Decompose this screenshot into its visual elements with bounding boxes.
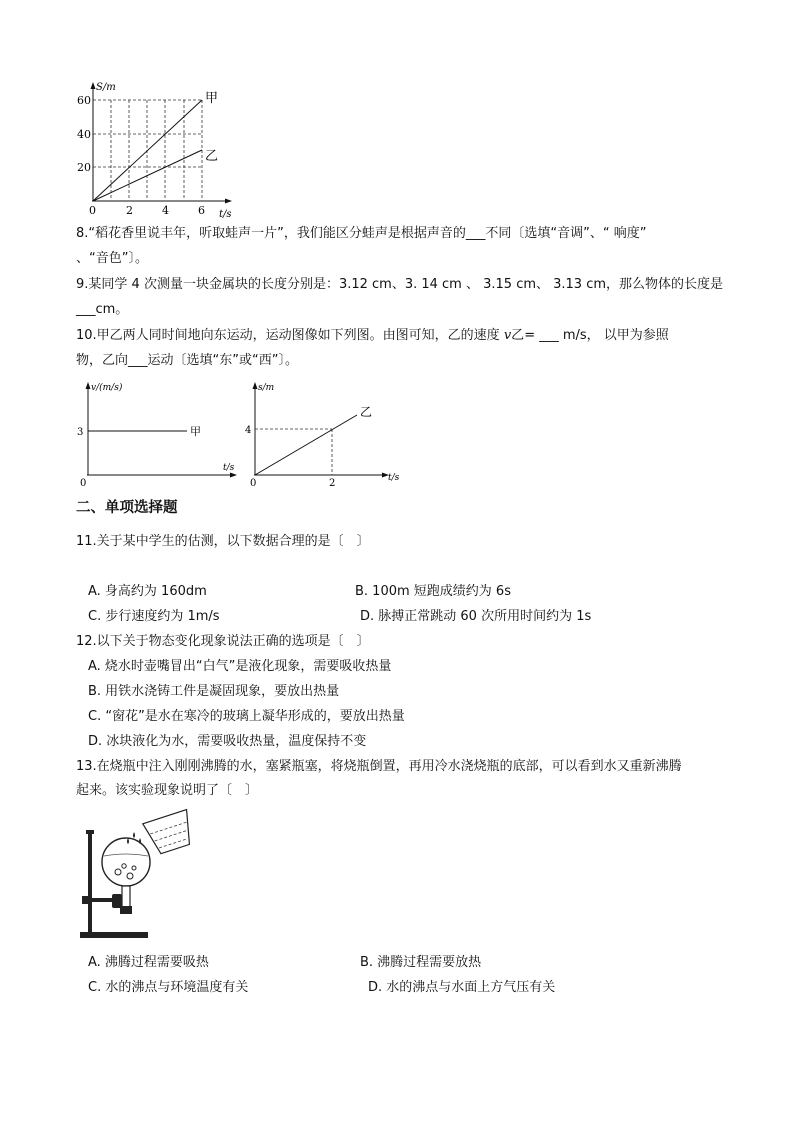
q8-line1: 8.“稻花香里说丰年，听取蛙声一片”，我们能区分蛙声是根据声音的___不同〔选填“音调”、“ 响度”	[76, 226, 647, 241]
y-axis-label: S/m	[96, 82, 116, 93]
origin: 0	[250, 478, 257, 488]
x-axis-label: t/s	[388, 473, 400, 483]
y-axis-label: s/m	[258, 383, 275, 393]
q8-line2: 、“音色”〕。	[76, 251, 148, 266]
origin: 0	[80, 478, 87, 488]
x-axis-arrow	[230, 473, 237, 478]
flask-apparatus-figure	[74, 806, 224, 946]
q12-stem: 12.以下关于物态变化现象说法正确的选项是〔 〕	[76, 634, 370, 649]
q13-line2: 起来。该实验现象说明了〔 〕	[76, 783, 259, 798]
y-axis-arrow	[91, 82, 96, 89]
stand-pole	[88, 832, 92, 932]
stand-base	[80, 932, 148, 938]
q9-line2: ___cm。	[76, 302, 129, 317]
q12-option-d[interactable]: D. 冰块液化为水，需要吸收热量，温度保持不变	[88, 734, 367, 749]
line-yi-label: 乙	[360, 405, 373, 419]
q12-option-c[interactable]: C. “窗花”是水在寒冷的玻璃上凝华形成的，要放出热量	[88, 709, 405, 724]
q12-option-a[interactable]: A. 烧水时壶嘴冒出“白气”是液化现象，需要吸收热量	[88, 659, 392, 674]
v-symbol: v	[503, 328, 512, 343]
section-title: 二、单项选择题	[76, 500, 178, 516]
y-tick-3: 3	[77, 427, 84, 438]
y-tick-4: 4	[245, 425, 252, 436]
y-tick-60: 60	[77, 94, 91, 107]
line-yi	[255, 415, 357, 475]
q11-option-c[interactable]: C. 步行速度约为 1m/s	[88, 609, 220, 624]
q10-line1-tail: = ___ m/s， 以甲为参照	[524, 328, 669, 343]
flask-neck	[122, 886, 130, 908]
q13-option-a[interactable]: A. 沸腾过程需要吸热	[88, 955, 209, 970]
line-jia-label: 甲	[190, 425, 201, 438]
st-graph-yi	[245, 378, 410, 488]
q11-option-a[interactable]: A. 身高约为 160dm	[88, 584, 207, 599]
q9-line1: 9.某同学 4 次测量一块金属块的长度分别是：3.12 cm、3. 14 cm 、 3.15 cm、 3.13 cm，那么物体的长度是	[76, 277, 724, 292]
x-axis-arrow	[225, 199, 232, 204]
q13-line1: 13.在烧瓶中注入刚刚沸腾的水，塞紧瓶塞，将烧瓶倒置，再用冷水浇烧瓶的底部，可以看到水又重新沸腾	[76, 759, 682, 774]
line-yi-label: 乙	[205, 149, 219, 164]
st-graph-jia-yi	[70, 80, 240, 220]
q13-option-c[interactable]: C. 水的沸点与环境温度有关	[88, 980, 249, 995]
q10-line2: 物，乙向___运动〔选填“东”或“西”〕。	[76, 353, 298, 368]
beaker	[143, 810, 197, 857]
q10-line1-text: 10.甲乙两人同时间地向东运动，运动图像如下列图。由图可知，乙的速度	[76, 328, 504, 343]
flask-body	[102, 838, 150, 886]
q11-stem: 11.关于某中学生的估测，以下数据合理的是〔 〕	[76, 534, 370, 549]
x-tick-4: 4	[162, 204, 169, 217]
y-axis-arrow	[253, 382, 258, 389]
v-subscript: 乙	[511, 328, 525, 343]
q13-option-d[interactable]: D. 水的沸点与水面上方气压有关	[368, 980, 556, 995]
line-jia-label: 甲	[205, 91, 219, 106]
line-yi	[93, 150, 202, 201]
x-axis-label: t/s	[219, 209, 232, 220]
x-tick-0: 0	[89, 204, 96, 217]
y-tick-40: 40	[77, 128, 91, 141]
y-axis-arrow	[86, 382, 91, 389]
x-tick-2: 2	[329, 478, 336, 488]
q11-option-d[interactable]: D. 脉搏正常跳动 60 次所用时间约为 1s	[360, 609, 592, 624]
x-tick-6: 6	[198, 204, 205, 217]
q10-line1	[76, 327, 669, 345]
stopper	[120, 906, 132, 914]
y-axis-label: v/(m/s)	[91, 383, 123, 393]
vt-graph-jia	[75, 378, 240, 488]
line-jia	[93, 100, 202, 201]
x-axis-label: t/s	[223, 463, 235, 473]
y-tick-20: 20	[77, 161, 91, 174]
x-tick-2: 2	[126, 204, 133, 217]
q12-option-b[interactable]: B. 用铁水浇铸工件是凝固现象，要放出热量	[88, 684, 340, 699]
q13-option-b[interactable]: B. 沸腾过程需要放热	[360, 955, 482, 970]
q11-option-b[interactable]: B. 100m 短跑成绩约为 6s	[355, 584, 511, 599]
